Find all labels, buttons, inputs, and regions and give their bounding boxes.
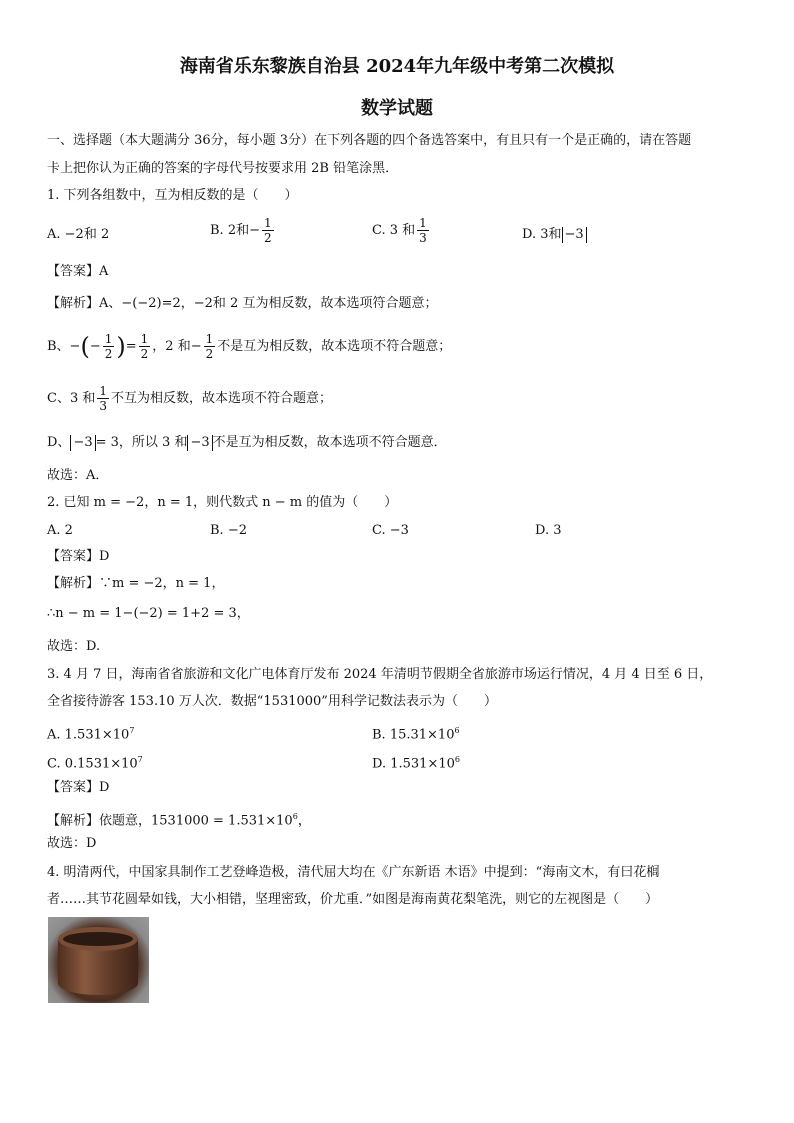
q3-option-a-base: A. 1.531×10 — [47, 727, 130, 743]
q1-option-b-prefix: B. 2和− — [210, 223, 260, 238]
exponent: 7 — [129, 726, 135, 735]
q2-option-d: D. 3 — [535, 523, 562, 538]
q3-option-c-base: C. 0.1531×10 — [47, 756, 138, 772]
q1-option-d-prefix: D. 3和 — [522, 227, 562, 242]
q1-option-a: A. −2和 2 — [47, 227, 110, 242]
fraction-numerator: 1 — [140, 332, 149, 346]
q3-explanation-text: 【解析】依题意，1531000 = 1.531×10 — [47, 813, 293, 829]
section-intro-line2: 卡上把你认为正确的答案的字母代号按要求用 2B 铅笔涂黑． — [47, 161, 399, 176]
open-paren: ( — [80, 332, 90, 361]
close-paren: ) — [116, 332, 126, 361]
fraction-numerator: 1 — [419, 216, 427, 230]
exp-c-fraction — [97, 384, 109, 413]
q2-stem: 2. 已知 m = −2，n = 1，则代数式 n − m 的值为（ ） — [47, 495, 398, 510]
fraction-denominator: 3 — [99, 399, 107, 413]
exp-d-suffix: 不是互为相反数，故本选项不符合题意． — [212, 435, 447, 450]
page-title: 海南省乐东黎族自治县 2024年九年级中考第二次模拟 — [179, 56, 615, 77]
q2-option-b: B. −2 — [210, 523, 247, 538]
exponent: 7 — [137, 755, 143, 764]
q2-option-a: A. 2 — [47, 523, 73, 538]
minus-sign: − — [89, 339, 101, 354]
q1-option-c-prefix: C. 3 和 — [372, 223, 416, 238]
absolute-value: −3 — [70, 435, 95, 451]
q3-option-c — [47, 751, 143, 773]
fraction-denominator: 2 — [263, 231, 272, 245]
q3-option-b-base: B. 15.31×10 — [372, 727, 455, 743]
exponent: 6 — [454, 755, 460, 764]
fraction-numerator: 1 — [205, 332, 214, 346]
q2-answer: 【答案】D — [47, 549, 110, 564]
section-intro-line1: 一、选择题（本大题满分 36分，每小题 3分）在下列各题的四个备选答案中，有且只有一个是正确的，请在答题 — [47, 133, 692, 148]
q3-stem-line1: 3. 4 月 7 日，海南省省旅游和文化广电体育厅发布 2024 年清明节假期全省旅游市场运行情况，4 月 4 日至 6 日， — [47, 667, 713, 682]
washer-rim — [58, 927, 138, 951]
q4-stem-line2: 者……其节花圆晕如钱，大小相错，坚理密致，价尤重．”如图是海南黄花梨笔洗，则它的左视图是（ ） — [47, 892, 659, 907]
q2-option-c: C. −3 — [372, 523, 409, 538]
q1-answer: 【答案】A — [47, 264, 109, 279]
q1-explanation-b — [47, 332, 451, 361]
q1-option-d — [522, 226, 587, 244]
fraction-numerator: 1 — [99, 384, 107, 398]
fraction-numerator: 1 — [104, 332, 113, 346]
q3-conclusion: 故选：D — [47, 836, 97, 851]
exp-d-prefix: D、 — [47, 435, 71, 450]
exp-b-suffix: 不是互为相反数，故本选项不符合题意； — [217, 339, 452, 354]
q1-explanation-d — [47, 434, 447, 452]
q3-option-a — [47, 722, 134, 744]
exp-b-fraction-3 — [204, 332, 216, 361]
q3-option-d-base: D. 1.531×10 — [372, 756, 455, 772]
exp-c-prefix: C、3 和 — [47, 391, 96, 406]
q2-explanation-2: ∴n − m = 1−(−2) = 1+2 = 3， — [47, 606, 250, 621]
q1-option-b-fraction — [262, 216, 274, 245]
fraction-denominator: 2 — [205, 347, 214, 361]
fraction-denominator: 2 — [104, 347, 113, 361]
q3-option-d — [372, 751, 460, 773]
exponent: 6 — [454, 726, 460, 735]
exp-b-mid: ，2 和− — [152, 339, 202, 354]
q3-answer: 【答案】D — [47, 780, 110, 795]
exp-b-fraction-2 — [139, 332, 151, 361]
q1-option-c — [372, 216, 431, 245]
q3-explanation-tail: ， — [297, 813, 311, 829]
q1-explanation-c — [47, 384, 332, 413]
q2-explanation-1: 【解析】∵m = −2，n = 1， — [47, 576, 225, 591]
fraction-denominator: 2 — [140, 347, 149, 361]
q3-explanation — [47, 808, 311, 830]
exp-c-suffix: 不互为相反数，故本选项不符合题意； — [111, 391, 333, 406]
q1-stem: 1. 下列各组数中，互为相反数的是（ ） — [47, 188, 298, 203]
exponent: 6 — [292, 812, 298, 821]
brush-washer-photo — [48, 917, 149, 1003]
q3-stem-line2: 全省接待游客 153.10 万人次．数据“1531000”用科学记数法表示为（ ） — [47, 694, 497, 709]
q2-conclusion: 故选：D. — [47, 639, 101, 654]
q1-option-c-fraction — [417, 216, 429, 245]
page-subtitle: 数学试题 — [361, 98, 433, 119]
exp-d-mid: = 3，所以 3 和 — [95, 435, 188, 450]
absolute-value: −3 — [562, 227, 587, 243]
exp-b-fraction-1 — [103, 332, 115, 361]
absolute-value: −3 — [187, 435, 212, 451]
exp-b-prefix: B、− — [47, 339, 81, 354]
q1-option-b — [210, 216, 276, 245]
equals-sign: = — [125, 339, 137, 354]
q3-option-b — [372, 722, 460, 744]
q1-explanation-a: 【解析】A、−(−2)=2，−2和 2 互为相反数，故本选项符合题意； — [47, 296, 438, 311]
q4-stem-line1: 4. 明清两代，中国家具制作工艺登峰造极，清代屈大均在《广东新语 木语》中提到：“海南文木，有曰花榈 — [47, 865, 660, 880]
q1-conclusion: 故选：A． — [47, 468, 109, 483]
fraction-numerator: 1 — [263, 216, 272, 230]
fraction-denominator: 3 — [419, 231, 427, 245]
